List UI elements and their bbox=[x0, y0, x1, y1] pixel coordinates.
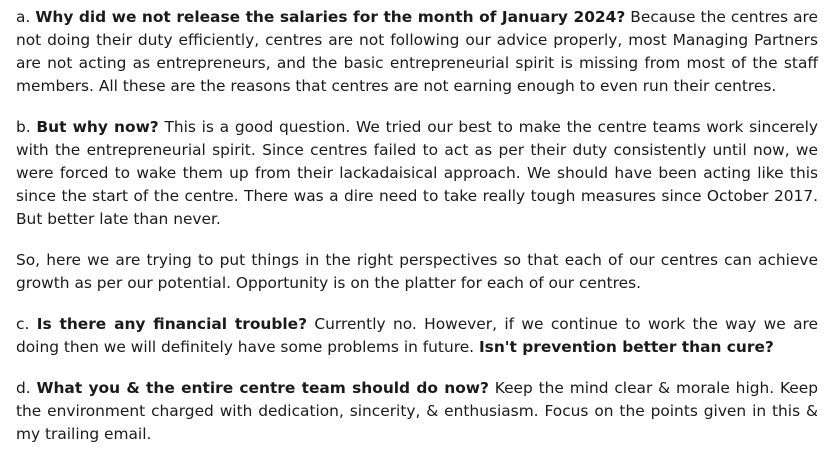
paragraph-a-question: Why did we not release the salaries for the month of January 2024? bbox=[35, 8, 626, 26]
paragraph-b-prefix: b. bbox=[16, 118, 37, 136]
paragraph-perspective-text: So, here we are trying to put things in the right perspectives so that each of our centres can achieve growth as per our potential. Opportunity is on the platter for each of our centres. bbox=[16, 251, 818, 292]
paragraph-d-prefix: d. bbox=[16, 379, 37, 397]
paragraph-a-text: Because the centres are not doing their duty efficiently, centres are not following our advice properly, most Managing Partners are not acting as entrepreneurs, and the basic entrepreneurial spirit is missing from most of the staff members. All these are the reasons that centres are not earning enough to even run their centres. bbox=[16, 8, 819, 95]
paragraph-perspective bbox=[16, 249, 818, 295]
paragraph-b bbox=[16, 116, 818, 231]
paragraph-c-text: Currently no. However, if we continue to work the way we are doing then we will definitely have some problems in future. bbox=[16, 315, 818, 356]
paragraph-c-closing-question: Isn't prevention better than cure? bbox=[478, 338, 774, 356]
paragraph-d bbox=[16, 377, 818, 446]
paragraph-c-prefix: c. bbox=[16, 315, 37, 333]
paragraph-b-question: But why now? bbox=[36, 118, 159, 136]
paragraph-c-question: Is there any financial trouble? bbox=[36, 315, 308, 333]
paragraph-d-question: What you & the entire centre team should do now? bbox=[36, 379, 489, 397]
paragraph-a-prefix: a. bbox=[16, 8, 36, 26]
paragraph-a bbox=[16, 6, 818, 98]
paragraph-c bbox=[16, 313, 818, 359]
paragraph-b-text: This is a good question. We tried our best to make the centre teams work sincerely with the entrepreneurial spirit. Since centres failed to act as per their duty consistently until now, we were forced to wake them up from their lackadaisical approach. We should have been acting like this since the start of the centre. There was a dire need to take really tough measures since October 2017. But better late than never. bbox=[16, 118, 818, 228]
paragraph-d-text: Keep the mind clear & morale high. Keep the environment charged with dedication, sincerity, & enthusiasm. Focus on the points given in this & my trailing email. bbox=[16, 379, 818, 443]
